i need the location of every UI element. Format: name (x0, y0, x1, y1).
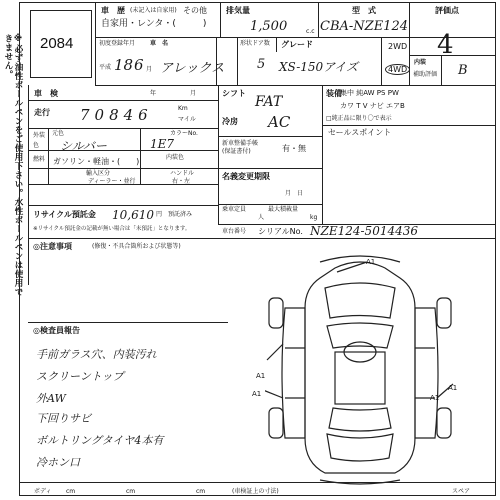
recycle-status: 預託済み (168, 211, 193, 218)
inspector-line-5: ボルトリングタイヤ4本有 (36, 434, 164, 447)
model-value: CBA-NZE124 (320, 19, 408, 34)
first-reg-month-unit: 月 (146, 66, 153, 73)
first-reg-label: 初度登録年月 (99, 40, 136, 47)
shift-label: シフト (222, 89, 246, 98)
interior-score-label: 内装 (414, 59, 427, 66)
mileage-value: 70846 (80, 106, 153, 124)
warranty-options: 有・無 (282, 144, 306, 153)
doors-label: 形状ドア数 (240, 40, 270, 47)
fuel-label: 燃料 (33, 156, 46, 163)
grade-label: グレード (281, 40, 313, 49)
inspector-label: ◎検査員報告 (33, 326, 80, 335)
warnings-label: ◎注意事項 (33, 242, 72, 251)
score-label: 評価点 (435, 6, 459, 15)
equipment-label: 装備 (326, 89, 342, 98)
first-reg-era: 平成 (99, 64, 112, 71)
score-value: 4 (437, 30, 454, 60)
history-other: その他 (183, 6, 207, 15)
displacement-unit: c.c (306, 28, 315, 35)
lot-number: 2084 (40, 35, 74, 52)
warranty-sublabel: (保証書付) (222, 148, 251, 155)
recycle-note: ※リサイクル預託金の記載が無い場合は「未預託」となります。 (33, 226, 191, 232)
inspector-line-6: 冷ホン口 (36, 456, 80, 469)
aircon-label: 冷房 (222, 117, 238, 126)
selling-points-label: セールスポイント (328, 128, 392, 137)
chassis-label: シリアルNo. (258, 227, 303, 236)
chassis-value: NZE124-5014436 (310, 224, 418, 238)
diagram-mark-1: A1 (366, 258, 376, 266)
import-dealer: ディーラー・並行 (88, 178, 136, 185)
drive-4wd: 4WD (385, 64, 410, 75)
exterior-label: 外装 (33, 132, 46, 139)
inspection-label: 車 検 (34, 89, 58, 98)
diagram-mark-4: A1 (448, 384, 458, 392)
recycle-label: リサイクル預託金 (33, 210, 96, 219)
interior-score-value: B (458, 63, 468, 78)
history-label: 車 歴 (101, 6, 125, 15)
diagram-mark-5: A1 (430, 394, 440, 402)
footer-unit-2: cm (126, 488, 136, 495)
side-notice: ※必ず油性ボールペンをご使用下さい。水性ボールペンは使用できません。 (3, 34, 23, 297)
history-options: 自家用・レンタ・( ) (101, 19, 207, 29)
warranty-label: 新車整備手帳 (222, 140, 259, 147)
footer-unit-3: cm (196, 488, 206, 495)
model-label: 型 式 (352, 6, 376, 15)
warnings-note: (修復・不具合箇所および状態等) (92, 243, 181, 250)
capacity-label: 乗車定員 (222, 206, 247, 213)
car-name-label: 車 名 (150, 40, 169, 47)
history-note: (未記入は自家用) (130, 7, 177, 14)
recycle-unit: 円 (156, 211, 163, 218)
mileage-unit-mile: マイル (178, 116, 196, 123)
aircon-value: AC (268, 113, 291, 131)
import-label: 輸入区分 (86, 170, 111, 177)
recycle-value: 10,610 (112, 208, 154, 222)
exterior-sublabel: 色 (33, 142, 40, 149)
first-reg-month: 6 (134, 56, 144, 74)
mileage-label: 走行 (34, 108, 50, 117)
color-label: 元色 (52, 130, 65, 137)
footer-body-1: ボディ (34, 488, 52, 495)
displacement-value: 1,500 (250, 19, 288, 34)
capacity-unit: 人 (258, 214, 265, 221)
loading-label: 最大積載量 (268, 206, 299, 213)
inspection-year-unit: 年 (150, 90, 157, 97)
color-no-label: カラーNo. (170, 130, 198, 137)
footer-note: (車検証上の寸法) (232, 488, 279, 495)
footer-unit-1: cm (66, 488, 76, 495)
inspector-line-3: 外AW (36, 392, 66, 405)
drive-2wd: 2WD (388, 42, 408, 51)
exterior-color-value: シルバー (60, 139, 107, 153)
car-damage-diagram (265, 248, 458, 488)
diagram-mark-3: A1 (252, 390, 262, 398)
equipment-note: □純正品に限り〇で表示 (326, 115, 392, 122)
color-no-value: 1E7 (150, 137, 175, 151)
transfer-unit: 月 日 (285, 190, 304, 197)
fuel-options: ガソリン・軽油・( ) (53, 157, 140, 166)
inspector-line-2: スクリーントップ (36, 370, 124, 383)
inspection-month-unit: 月 (190, 90, 197, 97)
handle-label: ハンドル (170, 170, 195, 177)
import-lr: 右・左 (172, 178, 191, 185)
interior-color-label: 内装色 (166, 154, 185, 161)
transfer-label: 名義変更期限 (222, 172, 270, 181)
shift-value: FAT (255, 94, 283, 110)
first-reg-year: 18 (114, 56, 134, 74)
inspector-line-4: 下回りサビ (36, 412, 91, 425)
spare-label: スペア (452, 488, 471, 495)
inspector-line-1: 手前ガラス穴、内装汚れ (36, 348, 157, 361)
interior-score-sublabel: 補助評価 (413, 71, 438, 78)
equipment-row1: 集中 純AW PS PW (340, 89, 399, 97)
doors-value: 5 (257, 57, 266, 72)
car-name-value: アレックス (160, 61, 225, 76)
loading-unit: kg (310, 214, 318, 221)
grade-value: XS-150アイズ (279, 60, 358, 74)
chassis-prefix: 車台番号 (222, 228, 247, 235)
equipment-row2: カワ T V ナビ エアB (340, 102, 405, 110)
mileage-unit-km: Km (178, 105, 188, 112)
diagram-mark-2: A1 (256, 372, 266, 380)
displacement-label: 排気量 (226, 6, 250, 15)
